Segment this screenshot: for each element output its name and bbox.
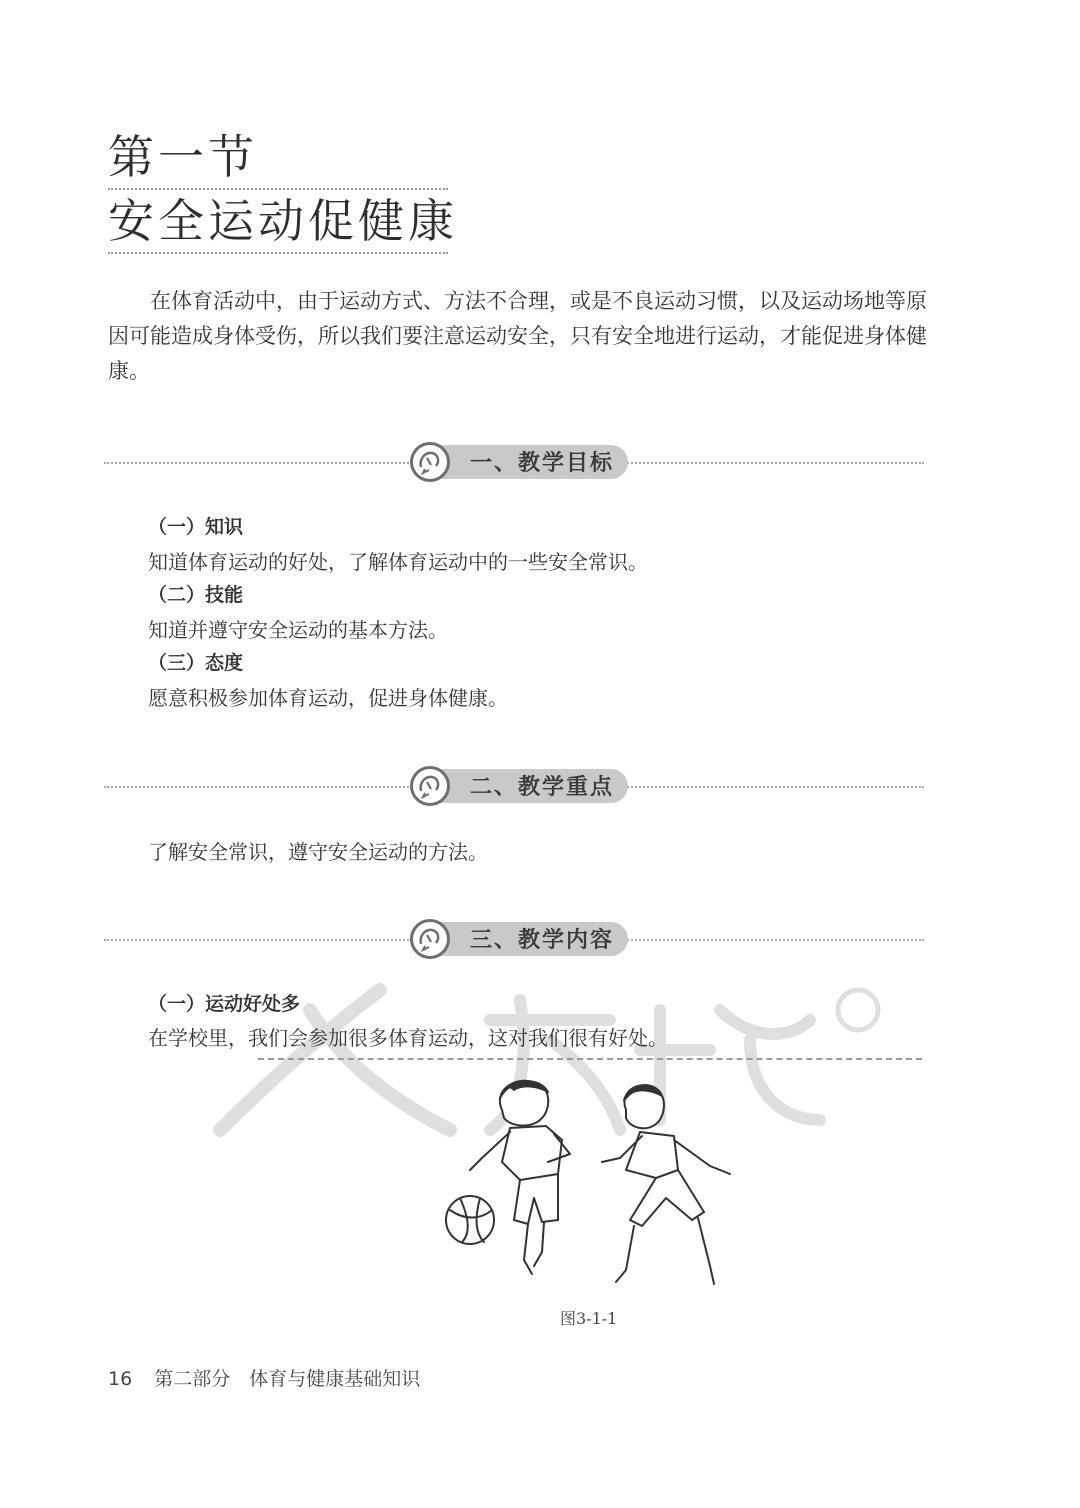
heading-label: 二、教学重点 <box>470 775 615 800</box>
body-text: 知道并遵守安全运动的基本方法。 <box>148 618 448 642</box>
heading-label: 三、教学内容 <box>470 928 615 953</box>
section-heading-content <box>104 920 924 960</box>
heading-badge <box>410 922 628 956</box>
section-heading-goals <box>104 443 924 483</box>
figure-caption: 图3-1-1 <box>560 1309 618 1328</box>
heading-label: 一、教学目标 <box>470 451 615 476</box>
page-number: 16 <box>108 1368 133 1390</box>
speech-bubble-icon <box>410 919 450 959</box>
body-text: 知道体育运动的好处，了解体育运动中的一些安全常识。 <box>148 550 648 574</box>
title-divider <box>108 252 448 254</box>
intro-text: 在体育活动中，由于运动方式、方法不合理，或是不良运动习惯，以及运动场地等原因可能造成身体受伤，所以我们要注意运动安全，只有安全地进行运动，才能促进身体健康。 <box>108 289 927 383</box>
body-text: 了解安全常识，遵守安全运动的方法。 <box>148 840 488 864</box>
subheading-attitude: （三）态度 <box>148 652 244 674</box>
subheading-skills: （二）技能 <box>148 584 244 606</box>
footer-part-title: 第二部分 体育与健康基础知识 <box>154 1368 421 1390</box>
body-text: 在学校里，我们会参加很多体育运动，这对我们很有好处。 <box>148 1026 668 1050</box>
section-title: 安全运动促健康 <box>108 194 458 248</box>
title-divider <box>108 188 448 190</box>
children-playing-illustration <box>430 1070 750 1300</box>
dashed-divider <box>258 1058 922 1060</box>
heading-badge <box>410 769 628 803</box>
intro-paragraph <box>108 284 928 389</box>
heading-badge <box>410 445 628 479</box>
speech-bubble-icon <box>410 442 450 482</box>
speech-bubble-icon <box>410 766 450 806</box>
chapter-title <box>108 128 458 256</box>
section-heading-focus <box>104 767 924 807</box>
subheading-benefits: （一）运动好处多 <box>148 993 301 1015</box>
section-number: 第一节 <box>108 130 258 184</box>
body-text: 愿意积极参加体育运动，促进身体健康。 <box>148 686 508 710</box>
page-footer <box>108 1364 420 1391</box>
subheading-knowledge: （一）知识 <box>148 516 244 538</box>
